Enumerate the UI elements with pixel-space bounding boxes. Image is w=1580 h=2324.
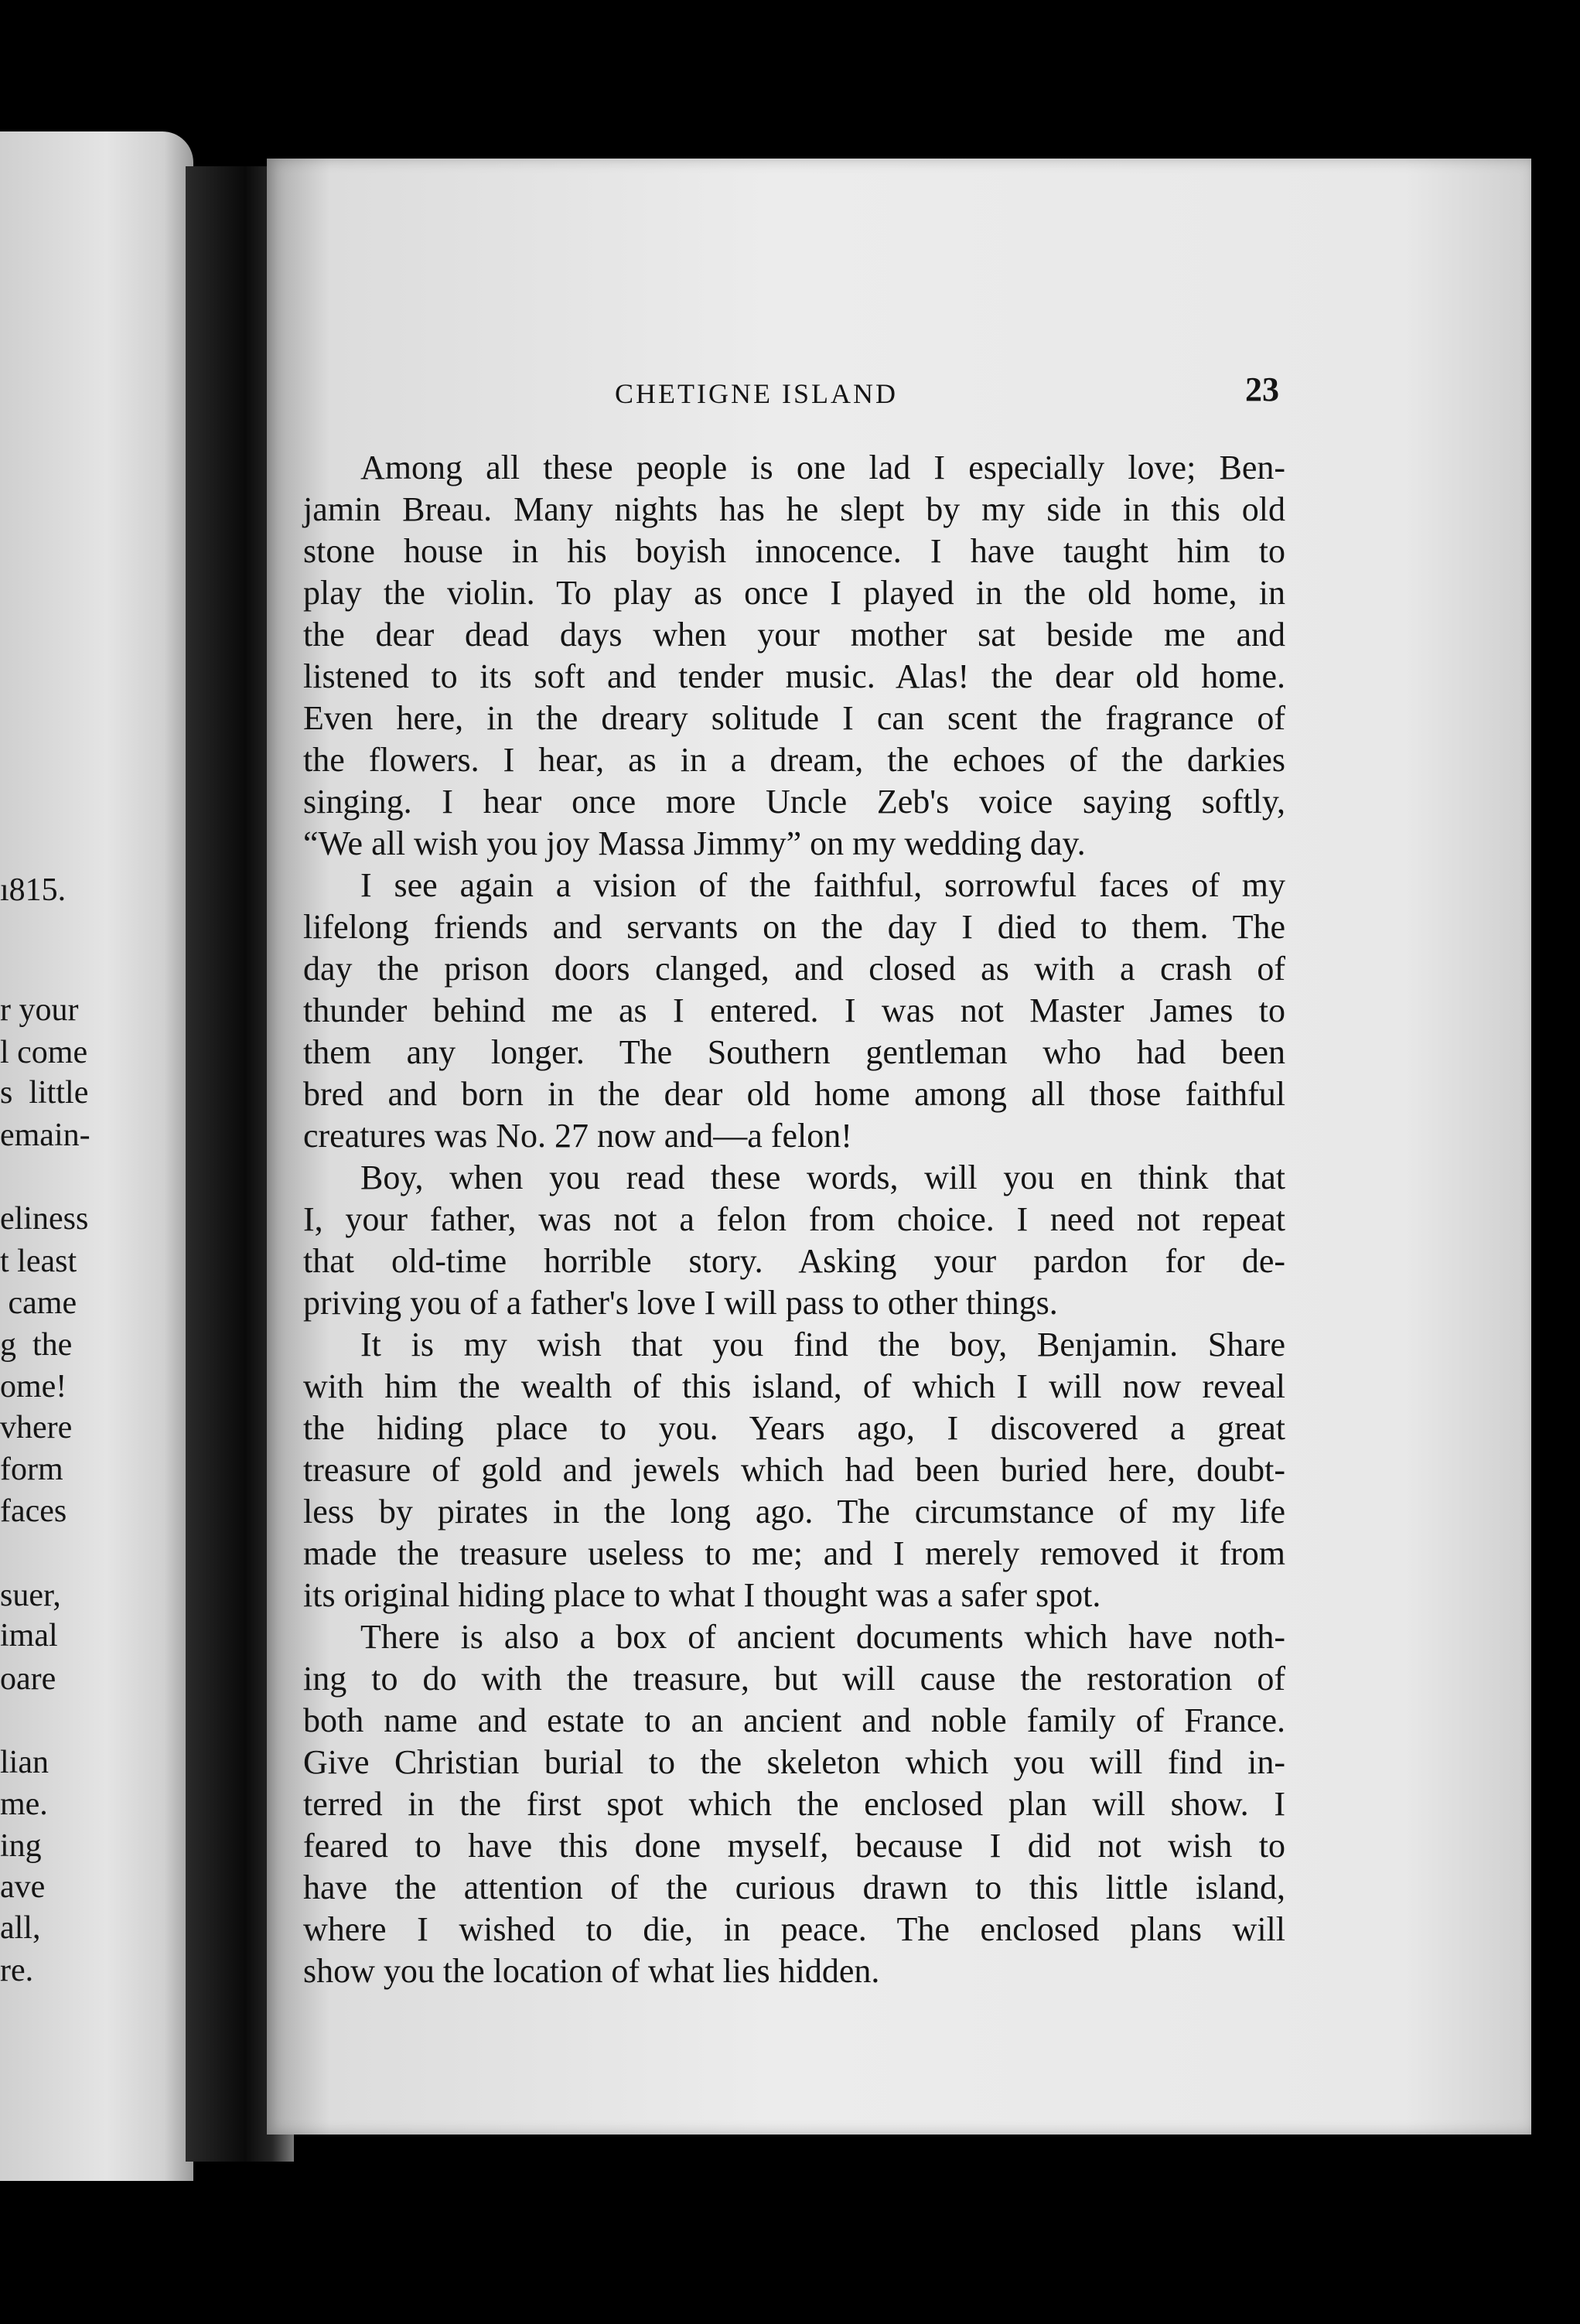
paragraph [303,1324,1285,1616]
left-page-text-fragment: imal [0,1618,58,1653]
text-line: Boy, when you read these words, will you en think that [360,1159,1285,1196]
text-line: where I wished to die, in peace. The enclosed plans will [303,1910,1285,1948]
text-line: play the violin. To play as once I played in the old home, in [303,574,1285,612]
text-line: the dear dead days when your mother sat beside me and [303,616,1285,654]
text-line: There is also a box of ancient documents which have noth- [360,1618,1285,1656]
text-line: have the attention of the curious drawn to this little island, [303,1868,1285,1906]
left-page-text-fragment: came [0,1285,77,1321]
text-line: priving you of a father's love I will pass to other things. [303,1284,1058,1322]
text-line: I see again a vision of the faithful, sorrowful faces of my [360,866,1285,904]
text-line: that old-time horrible story. Asking your pardon for de- [303,1242,1285,1280]
left-page-text-fragment: r your [0,992,79,1028]
text-line: singing. I hear once more Uncle Zeb's voice saying softly, [303,783,1285,821]
paragraph [303,865,1285,1157]
text-line: treasure of gold and jewels which had been buried here, doubt- [303,1451,1285,1489]
text-line: show you the location of what lies hidden. [303,1952,880,1990]
text-line: less by pirates in the long ago. The circumstance of my life [303,1493,1285,1531]
text-line: stone house in his boyish innocence. I have taught him to [303,532,1285,570]
left-page-text-fragment: ome! [0,1369,67,1404]
text-line: “We all wish you joy Massa Jimmy” on my wedding day. [303,824,1086,862]
text-line: It is my wish that you find the boy, Benjamin. Share [360,1326,1285,1363]
text-line: Even here, in the dreary solitude I can scent the fragrance of [303,699,1285,737]
text-line: bred and born in the dear old home among all those faithful [303,1075,1285,1113]
left-page-text-fragment: s little [0,1075,89,1111]
left-page-text-fragment: oare [0,1661,56,1697]
text-line: with him the wealth of this island, of which I will now reveal [303,1367,1285,1405]
left-page-text-fragment: all, [0,1910,41,1946]
text-line: jamin Breau. Many nights has he slept by my side in this old [303,490,1285,528]
text-line: thunder behind me as I entered. I was not Master James to [303,991,1285,1029]
text-line: I, your father, was not a felon from choice. I need not repeat [303,1200,1285,1238]
left-page-text-fragment: ave [0,1869,46,1905]
left-page-text-fragment: t least [0,1244,77,1279]
left-page-text-fragment: suer, [0,1578,61,1613]
body-text [303,447,1285,1992]
text-line: its original hiding place to what I thought was a safer spot. [303,1576,1101,1614]
running-head: CHETIGNE ISLAND [615,378,898,409]
text-line: listened to its soft and tender music. Alas! the dear old home. [303,657,1285,695]
text-line: both name and estate to an ancient and noble family of France. [303,1701,1285,1739]
text-line: Among all these people is one lad I especially love; Ben- [360,449,1285,486]
text-line: made the treasure useless to me; and I merely removed it from [303,1534,1285,1572]
left-page-text-fragment: ing [0,1828,42,1864]
previous-page-fragment [0,131,193,2181]
text-line: day the prison doors clanged, and closed as with a crash of [303,950,1285,988]
text-line: feared to have this done myself, because I did not wish to [303,1827,1285,1865]
page-number: 23 [1245,370,1279,408]
left-page-text-fragment: eliness [0,1201,89,1237]
paragraph [303,447,1285,865]
text-line: creatures was No. 27 now and—a felon! [303,1117,852,1155]
text-line: them any longer. The Southern gentleman who had been [303,1033,1285,1071]
left-page-text-fragment: emain- [0,1118,90,1153]
left-page-text-fragment: faces [0,1493,67,1529]
left-page-text-fragment: me. [0,1787,48,1822]
left-page-text-fragment: vhere [0,1410,73,1445]
text-line: Give Christian burial to the skeleton which you will find in- [303,1743,1285,1781]
text-line: the flowers. I hear, as in a dream, the echoes of the darkies [303,741,1285,779]
paragraph [303,1157,1285,1324]
left-page-text-fragment: lian [0,1745,49,1780]
text-line: ing to do with the treasure, but will cause the restoration of [303,1660,1285,1698]
paragraph [303,1616,1285,1992]
text-line: terred in the first spot which the enclosed plan will show. I [303,1785,1285,1823]
left-page-text-fragment: re. [0,1953,34,1988]
text-line: the hiding place to you. Years ago, I discovered a great [303,1409,1285,1447]
left-page-text-fragment: l come [0,1035,88,1070]
text-line: lifelong friends and servants on the day I died to them. The [303,908,1285,946]
left-page-text-fragment: ı815. [0,872,67,908]
left-page-text-fragment: g the [0,1327,73,1363]
left-page-text-fragment: form [0,1452,63,1487]
